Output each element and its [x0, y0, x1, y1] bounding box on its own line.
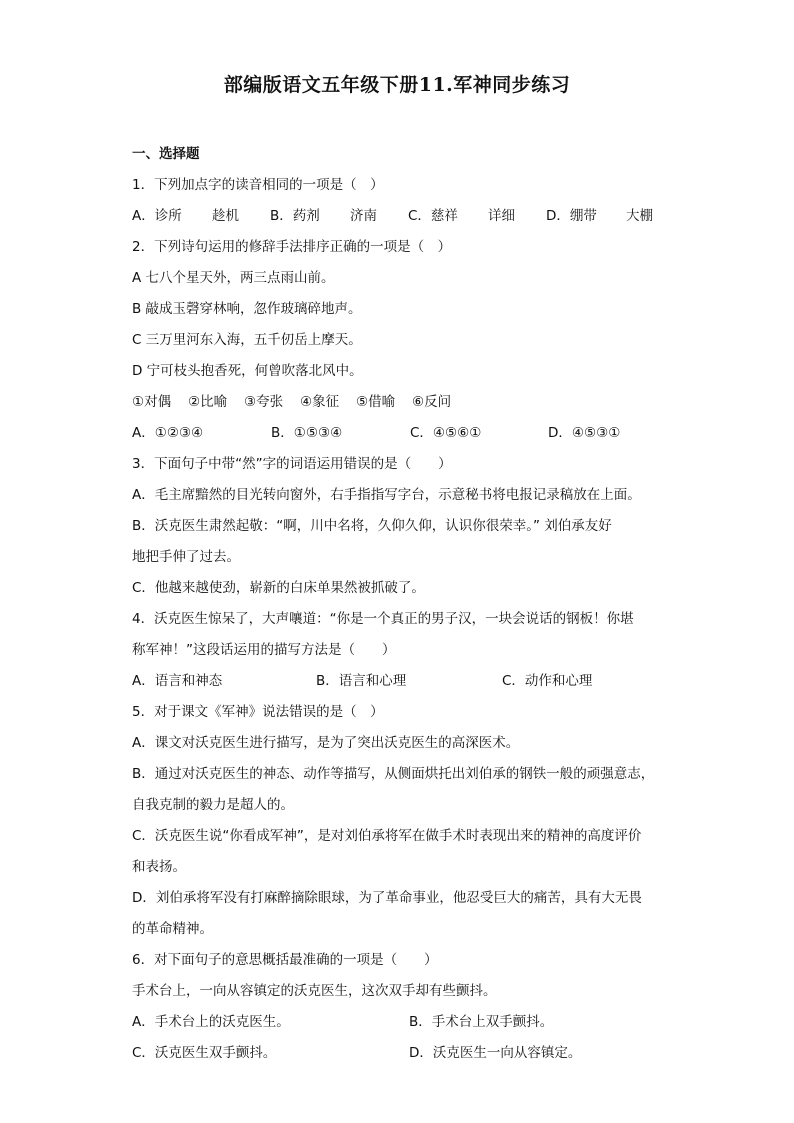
question-3-stem: 3．下面句子中带“然”字的词语运用错误的是（ ）: [132, 456, 452, 472]
q2-choice-4: ④象征: [300, 394, 340, 410]
q2-option-a: A．①②③④: [132, 425, 204, 441]
q2-line-b: B 敲成玉磬穿林响，忽作玻璃碎地声。: [132, 301, 362, 317]
q3-option-c: C．他越来越使劲，崭新的白床单果然被抓破了。: [132, 580, 425, 596]
q1-option-d-word2: 大棚: [626, 208, 653, 224]
q1-option-d: D．绷带: [546, 208, 597, 224]
q5-option-a: A．课文对沃克医生进行描写，是为了突出沃克医生的高深医术。: [132, 735, 520, 751]
question-6-stem: 6．对下面句子的意思概括最准确的一项是（ ）: [132, 952, 438, 968]
q6-option-b: B．手术台上双手颤抖。: [409, 1014, 554, 1030]
q5-option-d: D．刘伯承将军没有打麻醉摘除眼球，为了革命事业，他忍受巨大的痛苦，具有大无畏: [132, 890, 642, 906]
q2-option-b: B．①⑤③④: [271, 425, 343, 441]
question-5-stem: 5．对于课文《军神》说法错误的是（ ）: [132, 704, 384, 720]
q1-option-c: C．慈祥: [408, 208, 458, 224]
question-1-options: [132, 205, 672, 236]
q6-sentence: 手术台上，一向从容镇定的沃克医生，这次双手却有些颤抖。: [132, 983, 497, 999]
q2-choice-3: ③夸张: [244, 394, 284, 410]
q5-option-d-cont: 的革命精神。: [132, 921, 213, 937]
q2-choice-6: ⑥反问: [412, 394, 452, 410]
q5-option-b: B．通过对沃克医生的神态、动作等描写，从侧面烘托出刘伯承的钢铁一般的顽强意志，: [132, 766, 655, 782]
q3-option-b-cont: 地把手伸了过去。: [132, 549, 240, 565]
q1-option-a: A．诊所: [132, 208, 182, 224]
q2-line-d: D 宁可枝头抱香死，何曾吹落北风中。: [132, 363, 363, 379]
question-content: [132, 143, 672, 1073]
q2-choice-5: ⑤借喻: [356, 394, 396, 410]
q2-rhetoric-choices: [132, 391, 672, 422]
question-1-stem: 1．下列加点字的读音相同的一项是（ ）: [132, 177, 384, 193]
q4-option-a: A．语言和神态: [132, 673, 223, 689]
q1-option-b-word2: 济南: [350, 208, 377, 224]
q2-choice-1: ①对偶: [132, 394, 172, 410]
section-heading: 一、选择题: [132, 146, 200, 162]
q2-line-c: C 三万里河东入海，五千仞岳上摩天。: [132, 332, 362, 348]
page-title: 部编版语文五年级下册11.军神同步练习: [223, 74, 571, 96]
q1-option-b: B．药剂: [270, 208, 320, 224]
q3-option-b: B．沃克医生肃然起敬：“啊，川中名将，久仰久仰，认识你很荣幸。” 刘伯承友好: [132, 518, 612, 534]
question-6-options-row2: [132, 1042, 672, 1073]
question-4-options: [132, 670, 672, 701]
q5-option-b-cont: 自我克制的毅力是超人的。: [132, 797, 294, 813]
q2-line-a: A 七八个星天外，两三点雨山前。: [132, 270, 335, 286]
q3-option-a: A．毛主席黯然的目光转向窗外，右手指指写字台，示意秘书将电报记录稿放在上面。: [132, 487, 641, 503]
q4-option-b: B．语言和心理: [316, 673, 407, 689]
q1-option-c-word2: 详细: [488, 208, 515, 224]
q6-option-d: D．沃克医生一向从容镇定。: [409, 1045, 582, 1061]
q6-option-a: A．手术台上的沃克医生。: [132, 1014, 290, 1030]
q5-option-c-cont: 和表扬。: [132, 859, 186, 875]
question-4-stem: 4．沃克医生惊呆了，大声嚷道：“你是一个真正的男子汉，一块会说话的钢板！你堪: [132, 611, 634, 627]
question-2-options: [132, 422, 672, 453]
question-2-stem: 2．下列诗句运用的修辞手法排序正确的一项是（ ）: [132, 239, 452, 255]
q1-option-a-word2: 趁机: [212, 208, 239, 224]
question-4-stem-cont: 称军神！”这段话运用的描写方法是（ ）: [132, 642, 396, 658]
question-6-options-row1: [132, 1011, 672, 1042]
q5-option-c: C．沃克医生说“你看成军神”，是对刘伯承将军在做手术时表现出来的精神的高度评价: [132, 828, 642, 844]
q2-choice-2: ②比喻: [188, 394, 228, 410]
q4-option-c: C．动作和心理: [502, 673, 593, 689]
q6-option-c: C．沃克医生双手颤抖。: [132, 1045, 277, 1061]
q2-option-d: D．④⑤③①: [548, 425, 621, 441]
q2-option-c: C．④⑤⑥①: [410, 425, 482, 441]
